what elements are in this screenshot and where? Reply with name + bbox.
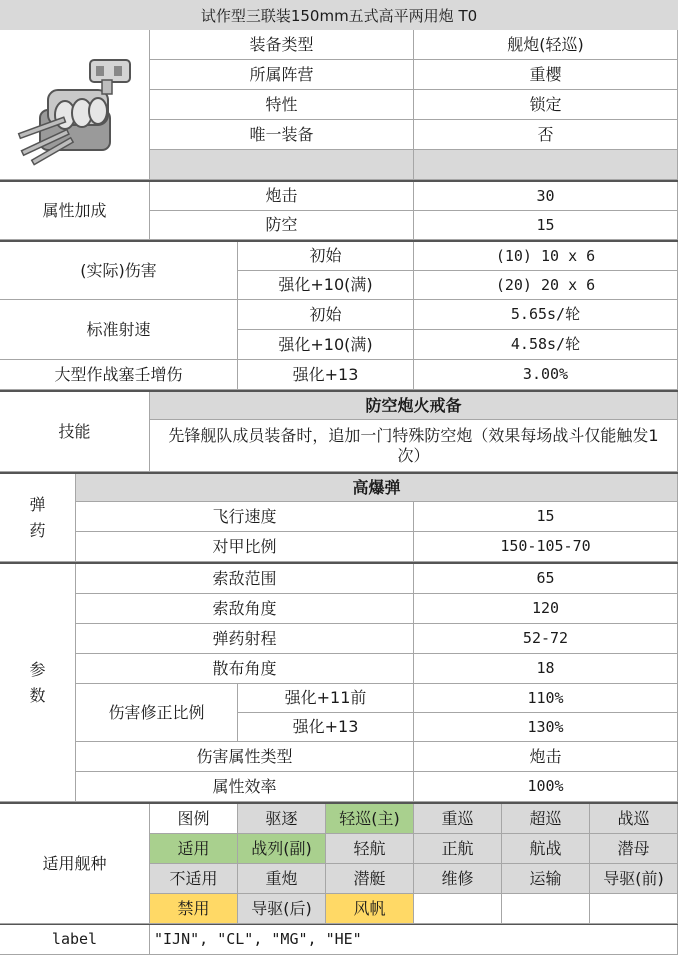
fire-rate-value-initial: 5.65s/轮 <box>414 300 678 330</box>
equipment-image <box>0 30 150 180</box>
param-name-ammo-range: 弹药射程 <box>76 624 414 654</box>
info-blank-left <box>150 150 414 180</box>
legend-not-usable: 不适用 <box>150 864 238 894</box>
ammo-label <box>0 474 76 562</box>
ship-type-bb-sub: 战列(副) <box>238 834 326 864</box>
attr-name-aa: 防空 <box>150 211 414 240</box>
param-name-spread: 散布角度 <box>76 654 414 684</box>
legend-banned: 禁用 <box>150 894 238 924</box>
attr-value-firepower: 30 <box>414 182 678 211</box>
ship-types-label: 适用舰种 <box>0 804 150 924</box>
param-name-range: 索敌范围 <box>76 564 414 594</box>
equipment-title: 试作型三联装150mm五式高平两用炮 T0 <box>0 0 678 31</box>
param-value-ammo-range: 52-72 <box>414 624 678 654</box>
fire-rate-level-max: 强化+10(满) <box>238 330 414 360</box>
triple-gun-turret-icon <box>10 40 140 170</box>
ship-type-bc: 战巡 <box>590 804 678 834</box>
info-label-type: 装备类型 <box>150 30 414 60</box>
ship-type-sailing: 风帆 <box>326 894 414 924</box>
ammo-label-top: 弹 <box>29 494 46 514</box>
info-label-faction: 所属阵营 <box>150 60 414 90</box>
params-label-bottom: 数 <box>29 685 46 705</box>
ship-type-cb: 超巡 <box>502 804 590 834</box>
param-value-efficiency: 100% <box>414 772 678 802</box>
param-value-spread: 18 <box>414 654 678 684</box>
info-value-faction: 重樱 <box>414 60 678 90</box>
ship-type-ssv: 潜母 <box>590 834 678 864</box>
ship-type-empty-2 <box>502 894 590 924</box>
ammo-value-armor: 150-105-70 <box>414 532 678 562</box>
ammo-value-velocity: 15 <box>414 502 678 532</box>
ship-type-dd: 驱逐 <box>238 804 326 834</box>
info-value-trait: 锁定 <box>414 90 678 120</box>
damage-level-initial: 初始 <box>238 242 414 271</box>
ship-type-dd-guided-rear: 导驱(后) <box>238 894 326 924</box>
ship-type-bbv: 航战 <box>502 834 590 864</box>
param-value-range: 65 <box>414 564 678 594</box>
siege-label: 大型作战塞壬增伤 <box>0 360 238 390</box>
param-name-efficiency: 属性效率 <box>76 772 414 802</box>
skill-description: 先锋舰队成员装备时，追加一门特殊防空炮（效果每场战斗仅能触发1次） <box>150 420 678 472</box>
damage-mod-value-11: 110% <box>414 684 678 713</box>
params-label-top: 参 <box>29 659 46 679</box>
ammo-label-bottom: 药 <box>29 520 46 540</box>
damage-value-initial: (10) 10 x 6 <box>414 242 678 271</box>
skill-label: 技能 <box>0 392 150 472</box>
param-value-damage-type: 炮击 <box>414 742 678 772</box>
ship-type-bm: 重炮 <box>238 864 326 894</box>
attributes-label: 属性加成 <box>0 182 150 240</box>
fire-rate-level-initial: 初始 <box>238 300 414 330</box>
ship-type-cv: 正航 <box>414 834 502 864</box>
ship-type-empty-3 <box>590 894 678 924</box>
siege-value: 3.00% <box>414 360 678 390</box>
damage-mod-label: 伤害修正比例 <box>76 684 238 742</box>
info-value-type: 舰炮(轻巡) <box>414 30 678 60</box>
param-name-damage-type: 伤害属性类型 <box>76 742 414 772</box>
ammo-name: 高爆弹 <box>76 474 678 502</box>
params-label <box>0 564 76 802</box>
info-label-trait: 特性 <box>150 90 414 120</box>
param-name-angle: 索敌角度 <box>76 594 414 624</box>
ship-type-ae: 运输 <box>502 864 590 894</box>
ship-type-dd-guided-front: 导驱(前) <box>590 864 678 894</box>
ship-type-empty-1 <box>414 894 502 924</box>
fire-rate-label: 标准射速 <box>0 300 238 360</box>
param-value-angle: 120 <box>414 594 678 624</box>
ammo-name-armor: 对甲比例 <box>76 532 414 562</box>
ship-type-cvl: 轻航 <box>326 834 414 864</box>
ammo-name-velocity: 飞行速度 <box>76 502 414 532</box>
damage-mod-value-13: 130% <box>414 713 678 742</box>
damage-value-max: (20) 20 x 6 <box>414 271 678 300</box>
legend-title: 图例 <box>150 804 238 834</box>
damage-level-max: 强化+10(满) <box>238 271 414 300</box>
ship-type-ss: 潜艇 <box>326 864 414 894</box>
info-label-unique: 唯一装备 <box>150 120 414 150</box>
ship-type-ca: 重巡 <box>414 804 502 834</box>
siege-level: 强化+13 <box>238 360 414 390</box>
damage-mod-level-13: 强化+13 <box>238 713 414 742</box>
legend-usable: 适用 <box>150 834 238 864</box>
ship-type-ar: 维修 <box>414 864 502 894</box>
label-row <box>0 924 678 955</box>
attr-name-firepower: 炮击 <box>150 182 414 211</box>
label-key: label <box>0 925 150 955</box>
damage-label: (实际)伤害 <box>0 242 238 300</box>
label-value: "IJN", "CL", "MG", "HE" <box>150 925 678 955</box>
info-value-unique: 否 <box>414 120 678 150</box>
damage-mod-level-11: 强化+11前 <box>238 684 414 713</box>
info-blank-right <box>414 150 678 180</box>
attr-value-aa: 15 <box>414 211 678 240</box>
skill-name: 防空炮火戒备 <box>150 392 678 420</box>
fire-rate-value-max: 4.58s/轮 <box>414 330 678 360</box>
ship-type-cl-main: 轻巡(主) <box>326 804 414 834</box>
